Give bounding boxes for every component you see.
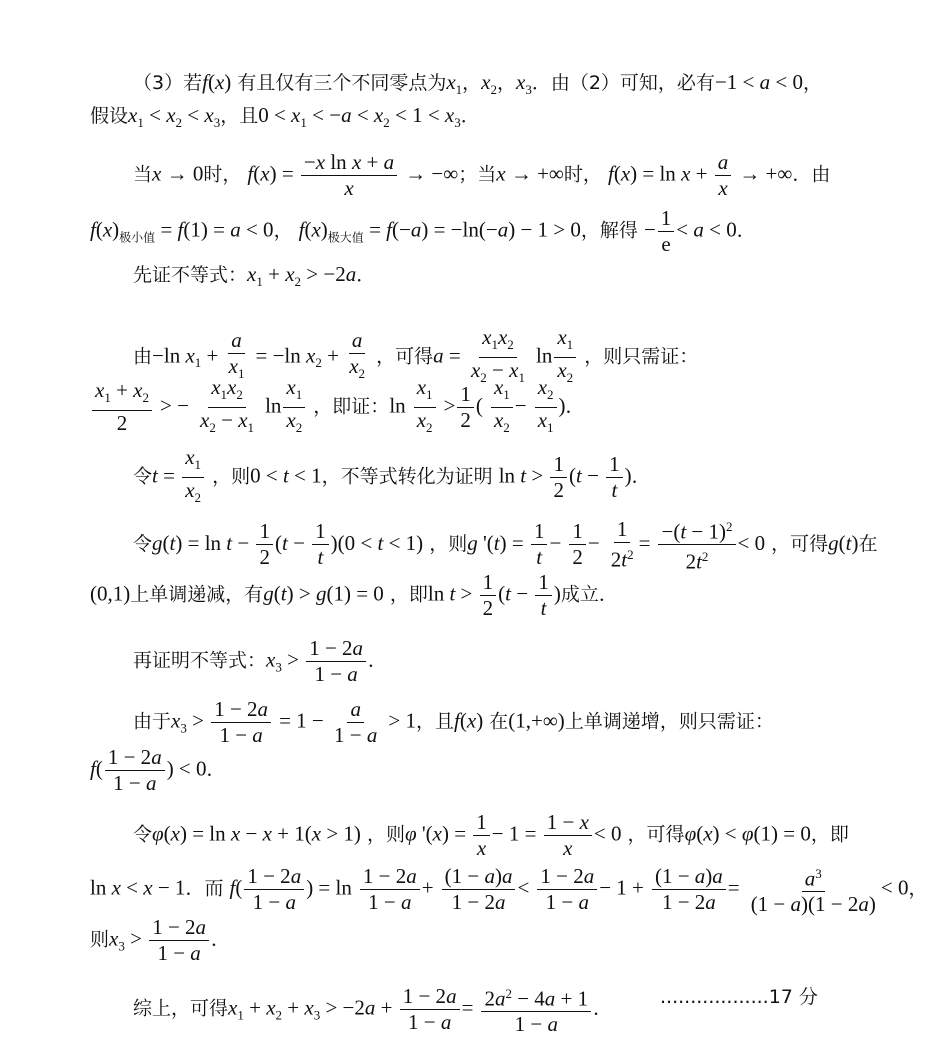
text-line: 先证不等式：$x_1 + x_2 > -2a$． [133,262,376,289]
text-line: 则$x_3$ > $\frac{1 - 2a}{1 - a}$ ． [90,915,231,965]
text-line: $f(x)_{极小值} = f(1) = a < 0$， $f(x)_{极大值} = f(-a) = -\ln(-a) - 1 > 0$，解得 − $\frac{1}{e}$ < a < 0． [90,206,756,256]
text-line: 综上，可得$x_1 + x_2 + x_3 > -2a$ + $\frac{1 - 2a}{1 - a}$ = $\frac{2a^2 - 4a + 1}{1 - a}$ ． [133,982,612,1037]
text-line: 假设$x_1 < x_2 < x_3$，且$0 < x_1 < -a < x_2 < 1 < x_3$． [90,103,480,130]
text-line: $\frac{x_1 + x_2}{2}$ > − $\frac{x_1x_2}{x_2 - x_1}$ ln $\frac{x_1}{x_2}$ ，即证：ln $\frac{x_1}{x_2}$ > $\frac{1}{2}$ ( $\frac{x_1}{x_2}$ − $\frac{x_2}{x_1}$ )． [90,375,585,440]
text-line: 再证明不等式：$x_3$ > $\frac{1 - 2a}{1 - a}$ ． [133,636,388,686]
score-label: ..................17 分 [660,986,818,1008]
text-line: （3）若f(x) 有且仅有三个不同零点为$x_1$，$x_2$，$x_3$．由（2）可知，必有−1 < a < 0， [133,70,822,97]
text-line: 令φ(x) = ln x − x + 1(x > 1) ，则φ '(x) = $\frac{1}{x}$ − 1 = $\frac{1 - x}{x}$ < 0 ，可得φ(x) < φ(1) = 0，即 [133,810,849,860]
text-line: 令t = $\frac{x_1}{x_2}$ ，则0 < t < 1，不等式转化为证明 ln t > $\frac{1}{2}$ (t − $\frac{1}{t}$ )． [133,445,651,505]
text-line: 令g(t) = ln t − $\frac{1}{2}$ (t − $\frac{1}{t}$ )(0 < t < 1) ，则g '(t) = $\frac{1}{t}$ − $\frac{1}{2}$ − $\frac{1}{2t^2}$ = $\frac{-(t - 1)^2}{2t^2}$ < 0 ，可得g(t)在 [133,515,878,575]
text-line: 当x → 0时， f(x) = $\frac{\text{−x ln x + a}}{x}$ → −∞；当x → +∞时， f(x) = ln x + $\frac{a}{x}$ → +∞．由 [133,150,831,200]
text-line: 由于$x_3$ > $\frac{1 - 2a}{1 - a}$ = 1 − $\frac{a}{1 - a}$ > 1，且f(x) 在(1,+∞)上单调递增，则只需证： [133,697,774,747]
text-line: 由−ln $x_1$ + $\frac{a}{x_1}$ = −ln $x_2$ + $\frac{a}{x_2}$ ，可得a = $\frac{x_1x_2}{x_2 - x_1}$ ln $\frac{x_1}{x_2}$ ，则只需证： [133,325,699,385]
text-line: (0,1)上单调递减，有g(t) > g(1) = 0 ，即ln t > $\frac{1}{2}$ (t − $\frac{1}{t}$ )成立． [90,570,618,620]
text-line: ln x < x − 1．而 f( $\frac{1 - 2a}{1 - a}$ ) = ln $\frac{1 - 2a}{1 - a}$ + $\frac{(1 - a)a}{1 - 2a}$ < $\frac{1 - 2a}{1 - a}$ − 1 + $\frac{(1 - a)a}{1 - 2a}$ = $\frac{a^3}{(1 - a)(1 - 2a)}$ < 0， [90,862,927,917]
text-line: f( $\frac{1 - 2a}{1 - a}$ ) < 0． [90,745,226,795]
